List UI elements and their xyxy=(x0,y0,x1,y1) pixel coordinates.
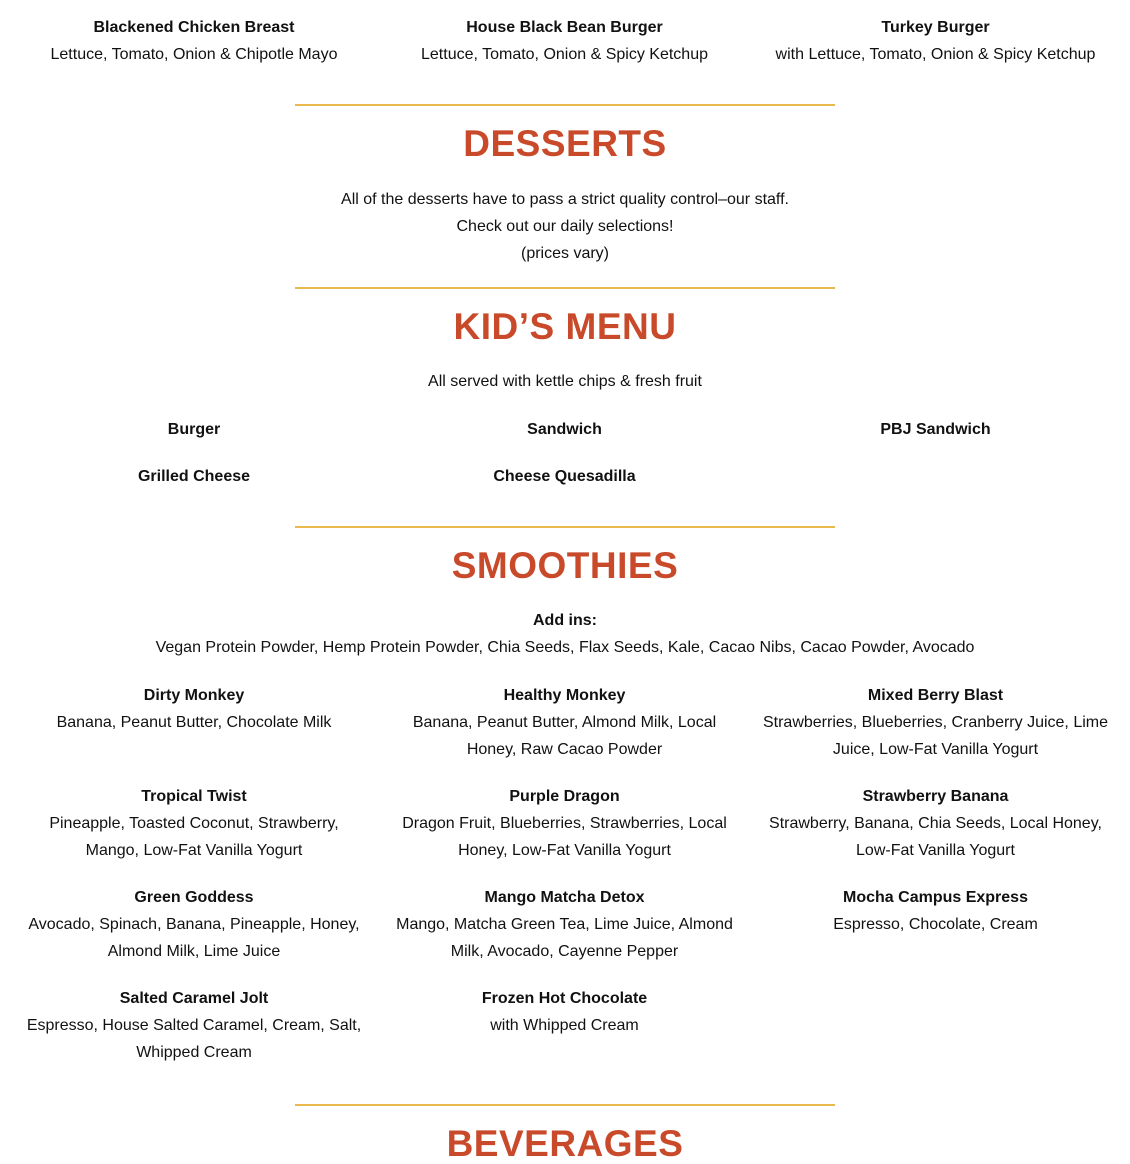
section-divider xyxy=(295,1104,835,1106)
menu-item xyxy=(750,884,1121,965)
item-name: Turkey Burger xyxy=(881,19,990,36)
menu-item xyxy=(379,14,750,68)
kids-menu-heading: KID’S MENU xyxy=(453,306,677,347)
menu-item xyxy=(379,884,750,965)
menu-item xyxy=(379,783,750,864)
addins-list: Vegan Protein Powder, Hemp Protein Powder, Chia Seeds, Flax Seeds, Kale, Cacao Nibs, Cacao Powder, Avocado xyxy=(155,639,975,656)
desserts-heading: DESSERTS xyxy=(463,123,667,164)
item-description: Mango, Matcha Green Tea, Lime Juice, Almond Milk, Avocado, Cayenne Pepper xyxy=(396,916,733,960)
menu-item xyxy=(379,682,750,763)
item-description: Banana, Peanut Butter, Almond Milk, Local Honey, Raw Cacao Powder xyxy=(412,714,717,758)
addins-label: Add ins: xyxy=(533,612,597,629)
menu-item xyxy=(750,783,1121,864)
item-description: Dragon Fruit, Blueberries, Strawberries, Local Honey, Low-Fat Vanilla Yogurt xyxy=(402,815,727,859)
item-description: Lettuce, Tomato, Onion & Spicy Ketchup xyxy=(421,46,708,63)
item-name: Green Goddess xyxy=(134,889,254,906)
menu-item xyxy=(379,985,750,1066)
item-name: Strawberry Banana xyxy=(862,788,1009,805)
item-name: House Black Bean Burger xyxy=(466,19,663,36)
smoothies-addins xyxy=(0,607,1130,661)
section-divider xyxy=(295,287,835,289)
item-name: Purple Dragon xyxy=(509,788,620,805)
desserts-line: Check out our daily selections! xyxy=(456,218,674,235)
burgers-grid xyxy=(9,14,1121,68)
item-name: Healthy Monkey xyxy=(503,687,626,704)
menu-item xyxy=(9,884,379,965)
item-description: Espresso, Chocolate, Cream xyxy=(833,916,1038,933)
menu-item xyxy=(750,682,1121,763)
kids-menu-note: All served with kettle chips & fresh fruit xyxy=(428,373,702,390)
item-name: Mixed Berry Blast xyxy=(867,687,1004,704)
menu-item xyxy=(9,783,379,864)
desserts-line: (prices vary) xyxy=(520,245,609,262)
item-name: Frozen Hot Chocolate xyxy=(481,990,648,1007)
item-description: Strawberry, Banana, Chia Seeds, Local Honey, Low-Fat Vanilla Yogurt xyxy=(769,815,1102,859)
item-name: Salted Caramel Jolt xyxy=(119,990,269,1007)
kids-item: Grilled Cheese xyxy=(137,468,251,485)
menu-item xyxy=(9,985,379,1066)
item-description: Lettuce, Tomato, Onion & Chipotle Mayo xyxy=(50,46,338,63)
item-description: Banana, Peanut Butter, Chocolate Milk xyxy=(56,714,332,731)
menu-item xyxy=(9,14,379,68)
section-divider xyxy=(295,526,835,528)
kids-item: PBJ Sandwich xyxy=(880,421,991,438)
item-name: Dirty Monkey xyxy=(143,687,245,704)
item-description: with Lettuce, Tomato, Onion & Spicy Ketchup xyxy=(775,46,1096,63)
menu-item xyxy=(9,682,379,763)
item-name: Mango Matcha Detox xyxy=(484,889,645,906)
kids-item: Cheese Quesadilla xyxy=(493,468,636,485)
item-name: Tropical Twist xyxy=(141,788,247,805)
item-name: Mocha Campus Express xyxy=(843,889,1028,906)
item-description: Espresso, House Salted Caramel, Cream, Salt, Whipped Cream xyxy=(26,1017,362,1061)
smoothies-heading: SMOOTHIES xyxy=(451,545,679,586)
kids-item: Sandwich xyxy=(527,421,602,438)
kids-item: Burger xyxy=(167,421,221,438)
section-divider xyxy=(295,104,835,106)
beverages-heading: BEVERAGES xyxy=(446,1123,684,1164)
menu-item xyxy=(750,14,1121,68)
item-description: Strawberries, Blueberries, Cranberry Juice, Lime Juice, Low-Fat Vanilla Yogurt xyxy=(762,714,1108,758)
item-description: with Whipped Cream xyxy=(490,1017,639,1034)
desserts-line: All of the desserts have to pass a strict quality control–our staff. xyxy=(341,191,789,208)
item-description: Avocado, Spinach, Banana, Pineapple, Honey, Almond Milk, Lime Juice xyxy=(28,916,360,960)
kids-menu-grid xyxy=(9,416,1121,490)
item-description: Pineapple, Toasted Coconut, Strawberry, Mango, Low-Fat Vanilla Yogurt xyxy=(49,815,339,859)
smoothies-grid xyxy=(9,682,1121,1066)
desserts-description xyxy=(0,186,1130,267)
item-name: Blackened Chicken Breast xyxy=(93,19,295,36)
